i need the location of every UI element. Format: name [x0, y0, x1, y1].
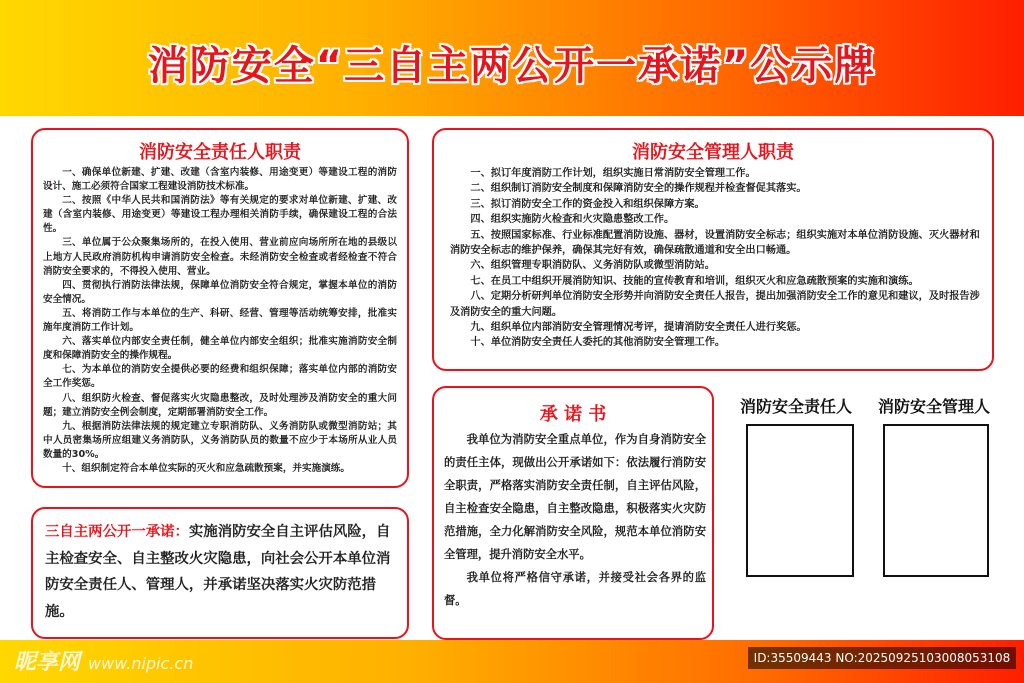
pledge-body: [444, 428, 706, 612]
duty-item: 十、组织制定符合本单位实际的灭火和应急疏散预案，并实施演练。: [62, 462, 350, 474]
duty-item: 八、组织防火检查、督促落实火灾隐患整改，及时处理涉及消防安全的重大问题；建立消防安全例会制度，定期部署消防安全工作。: [43, 392, 397, 418]
manager-panel: [432, 128, 994, 371]
image-id-label: ID:35509443 NO:20250925103008053108: [748, 647, 1016, 669]
duty-item: 六、组织管理专职消防队、义务消防队或微型消防站。: [470, 260, 715, 272]
watermark: [14, 645, 193, 676]
duty-item: 五、按照国家标准、行业标准配置消防设施、器材，设置消防安全标志；组织实施对本单位消防设施、灭火器材和消防安全标志的维护保养，确保其完好有效，确保疏散通道和安全出口畅通。: [450, 229, 980, 257]
manager-list: [450, 166, 980, 351]
duty-item: 五、将消防工作与本单位的生产、科研、经营、管理等活动统筹安排，批准实施年度消防工作计划。: [43, 307, 397, 334]
watermark-url: www.nipic.cn: [88, 654, 194, 673]
duty-item: 三、单位属于公众聚集场所的，在投入使用、营业前应向场所所在地的县级以上地方人民政府消防机构申请消防安全检查。未经消防安全检查或者经检查不符合消防安全要求的，不得投入使用、营业。: [43, 237, 397, 277]
duty-item: 六、落实单位内部安全责任制，健全单位内部安全组织；批准实施消防安全制度和保障消防安全的操作规程。: [43, 336, 397, 362]
duty-item: 九、组织单位内部消防安全管理情况考评，提请消防安全责任人进行奖惩。: [470, 322, 807, 334]
duty-item: 十、单位消防安全责任人委托的其他消防安全管理工作。: [470, 337, 726, 349]
duty-item: 一、确保单位新建、扩建、改建（含室内装修、用途变更）等建设工程的消防设计、施工必须符合国家工程建设消防技术标准。: [43, 167, 397, 193]
manager-photo-label: 消防安全管理人: [878, 397, 991, 416]
responsible-photo-frame: [746, 424, 854, 577]
manager-title: 消防安全管理人职责: [632, 142, 794, 163]
duty-item: 八、定期分析研判单位消防安全形势并向消防安全责任人报告，提出加强消防安全工作的意见和建议，及时报告涉及消防安全的重大问题。: [450, 291, 980, 318]
duty-item: 四、组织实施防火检查和火灾隐患整改工作。: [470, 214, 675, 226]
three-principles-lead: 三自主两公开一承诺：: [45, 524, 189, 540]
page-title: 消防安全“三自主两公开一承诺”公示牌: [147, 43, 877, 89]
pledge-paragraph: 我单位将严格信守承诺，并接受社会各界的监督。: [444, 571, 706, 607]
duty-item: 二、按照《中华人民共和国消防法》等有关规定的要求对单位新建、扩建、改建（含室内装修、用途变更）等建设工程办理相关消防手续，确保建设工程的合法性。: [43, 195, 397, 235]
duty-item: 三、拟订消防安全工作的资金投入和组织保障方案。: [470, 198, 705, 210]
pledge-paragraph: 我单位为消防安全重点单位，作为自身消防安全的责任主体，现做出公开承诺如下：依法履行消防安全职责，严格落实消防安全责任制，自主评估风险，自主检查安全隐患，自主整改隐患，积极落实火灾防范措施，全力化解消防安全风险，规范本单位消防安全管理，提升消防安全水平。: [444, 433, 706, 561]
duty-item: 一、拟订年度消防工作计划，组织实施日常消防安全管理工作。: [470, 168, 756, 179]
responsible-person-panel: [31, 128, 409, 488]
duty-item: 九、根据消防法律法规的规定建立专职消防队、义务消防队或微型消防站；其中人员密集场所应组建义务消防队，义务消防队员的数量不应少于本场所从业人员数量的30%。: [43, 420, 397, 460]
pledge-panel: [432, 386, 714, 640]
duty-item: 二、组织制订消防安全制度和保障消防安全的操作规程并检查督促其落实。: [470, 183, 807, 195]
manager-photo-frame: [883, 424, 989, 577]
duty-item: 七、为本单位的消防安全提供必要的经费和组织保障；落实单位内部的消防安全工作奖惩。: [43, 364, 397, 390]
watermark-logo: 昵享网: [14, 650, 81, 675]
duty-item: 四、贯彻执行消防法律法规，保障单位消防安全符合规定，掌握本单位的消防安全情况。: [43, 279, 397, 305]
three-principles-panel: [31, 507, 409, 639]
responsible-person-list: [43, 166, 397, 476]
duty-item: 七、在员工中组织开展消防知识、技能的宣传教育和培训，组织灭火和应急疏散预案的实施和演练。: [470, 275, 919, 287]
pledge-title: 承 诺 书: [539, 404, 607, 425]
three-principles-text: [45, 519, 400, 625]
responsible-photo-label: 消防安全责任人: [740, 397, 853, 416]
responsible-person-title: 消防安全责任人职责: [139, 142, 301, 163]
three-principles-body: 实施消防安全自主评估风险，自主检查安全、自主整改火灾隐患，向社会公开本单位消防安全责任人、管理人，并承诺坚决落实火灾防范措施。: [45, 524, 391, 620]
